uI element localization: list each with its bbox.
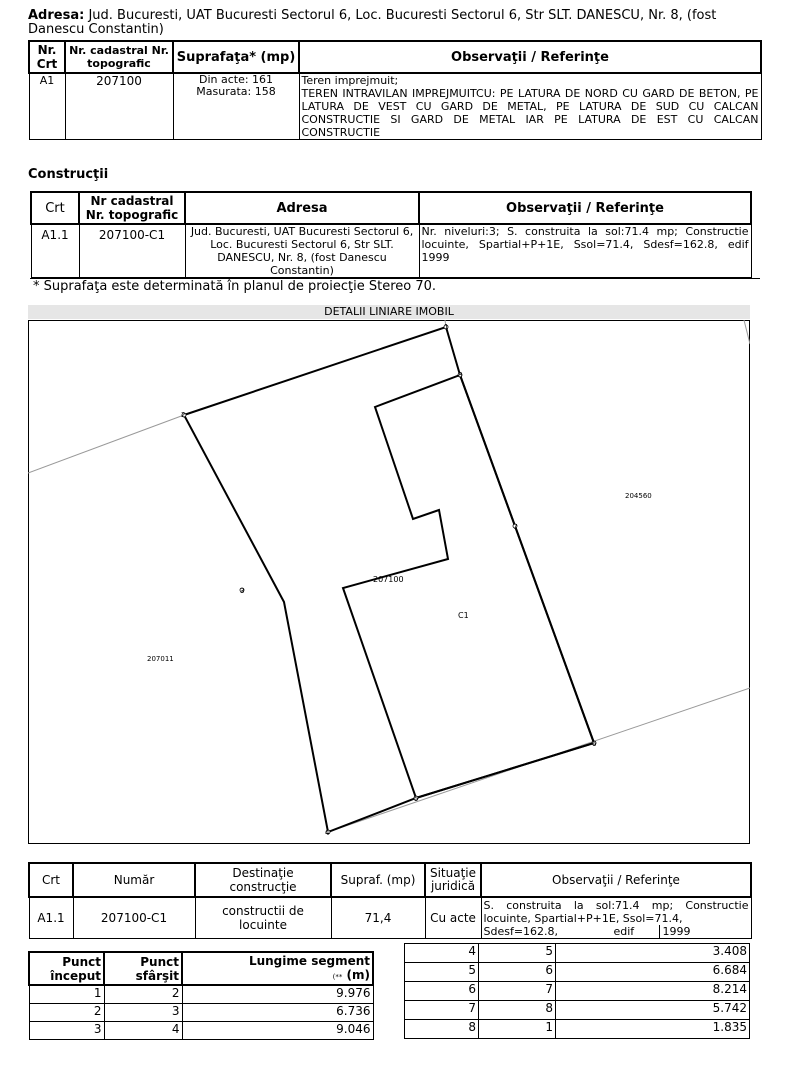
seg-right-4-end: 1 [479,1020,556,1039]
bld-header-situatie: Situaţie juridică [425,863,481,897]
seg-right-0-length: 3.408 [556,944,750,963]
seg-right-0-start: 4 [405,944,479,963]
table-row [29,985,373,1003]
bld-header-dest: Destinaţie construcţie [195,863,331,897]
plan-drawing [28,320,750,844]
bld-row-crt: A1.1 [29,897,73,939]
land-row-cadastral: 207100 [65,73,173,140]
seg-left-0-length: 9.976 [182,985,373,1003]
seg-right-1-end: 6 [479,963,556,982]
building-table [28,862,752,939]
seg-header-length-label: Lungime segment [248,953,370,968]
bld-obs-edif: edif [613,925,635,938]
bld-header-supraf: Supraf. (mp) [331,863,425,897]
constr-header-crt: Crt [31,192,79,224]
point-label-4: 4 [325,829,330,837]
table-row [29,1021,373,1039]
seg-left-0-end: 2 [104,985,182,1003]
table-row [405,1020,750,1039]
footnote: * Suprafaţa este determinată în planul de proiecţie Stereo 70. [33,279,437,294]
constr-row-obs: Nr. niveluri:3; S. construita la sol:71.4 mp; Constructie locuinte, Spartial+P+1E, Ssol=71.4, Sdesf=162.8, edif 1999 [419,224,751,278]
land-header-nr: Nr. Crt [29,41,65,73]
table-row [405,982,750,1001]
seg-right-3-start: 7 [405,1001,479,1020]
point-label-7: 7 [513,523,518,531]
land-row-nr: A1 [29,73,65,140]
constructions-table [30,191,752,278]
constr-row-address: Jud. Bucuresti, UAT Bucuresti Sectorul 6, Loc. Bucuresti Sectorul 6, Str SLT. DANESCU, Nr. 8, (fost Danescu Constantin) [185,224,419,278]
seg-left-1-end: 3 [104,1003,182,1021]
bld-header-crt: Crt [29,863,73,897]
seg-right-3-length: 5.742 [556,1001,750,1020]
address-line2: Danescu Constantin) [28,22,164,37]
bld-obs-year: 1999 [659,925,691,938]
footnote-rule [30,278,760,279]
table-row [405,963,750,982]
address-block [28,9,788,37]
bld-row-dest: constructii de locuinte [195,897,331,939]
seg-header-start: Punct început [29,952,104,985]
bld-obs-line2 [484,925,749,938]
neighbor-west-label: 207011 [147,655,174,663]
table-row [29,1003,373,1021]
address-label: Adresa: [28,8,85,23]
land-row-surface [173,73,299,140]
seg-left-1-start: 2 [29,1003,104,1021]
table-row [405,1001,750,1020]
point-label-5: 5 [414,795,419,803]
seg-left-2-end: 4 [104,1021,182,1039]
seg-right-0-end: 5 [479,944,556,963]
seg-left-0-start: 1 [29,985,104,1003]
seg-right-2-length: 8.214 [556,982,750,1001]
segments-table-left [28,951,374,1040]
constr-row-cadastral: 207100-C1 [79,224,185,278]
bld-row-supraf: 71,4 [331,897,425,939]
plan-title: DETALII LINIARE IMOBIL [28,305,750,319]
land-header-surface: Suprafaţa* (mp) [173,41,299,73]
building-c1-outline [343,375,594,798]
point-label-3: 3 [240,587,245,595]
seg-right-1-start: 5 [405,963,479,982]
constructions-title: Construcţii [28,167,109,182]
seg-left-2-length: 9.046 [182,1021,373,1039]
bld-row-numar: 207100-C1 [73,897,195,939]
bld-obs-line1: S. construita la sol:71.4 mp; Constructie locuinte, Spartial+P+1E, Ssol=71.4, [483,899,749,925]
land-obs-line1: Teren imprejmuit; [301,74,399,87]
land-table [28,40,762,140]
point-label-8: 8 [458,371,463,379]
point-label-6: 6 [592,740,597,748]
table-row [405,944,750,963]
address-line1: Jud. Bucuresti, UAT Bucuresti Sectorul 6, Loc. Bucuresti Sectorul 6, Str SLT. DANESCU, Nr. 8, (fost [88,8,717,23]
surface-masurata: Masurata: 158 [196,85,276,98]
seg-header-unit: (m) [346,967,370,982]
parcel-label: 207100 [373,575,404,584]
seg-right-2-start: 6 [405,982,479,1001]
land-obs-text: TEREN INTRAVILAN IMPREJMUITCU: PE LATURA DE NORD CU GARD DE BETON, PE LATURA DE VEST CU GARD DE METAL, PE LATURA DE SUD CU CALCAN CONSTRUCTIE SI GARD DE METAL IAR PE LATURA DE EST CU CALCAN CONSTRUCTIE [301,87,759,139]
seg-header-end: Punct sfârşit [104,952,182,985]
seg-left-1-length: 6.736 [182,1003,373,1021]
seg-left-2-start: 3 [29,1021,104,1039]
seg-right-1-length: 6.684 [556,963,750,982]
building-label: C1 [458,611,469,620]
constr-row-crt: A1.1 [31,224,79,278]
constr-header-address: Adresa [185,192,419,224]
seg-right-4-start: 8 [405,1020,479,1039]
seg-right-2-end: 7 [479,982,556,1001]
neighbor-east-label: 204560 [625,492,652,500]
neighbor-line-north [28,415,184,473]
constr-header-cadastral: Nr cadastral Nr. topografic [79,192,185,224]
bld-obs-sdesf: Sdesf=162.8, [483,925,559,938]
seg-right-4-length: 1.835 [556,1020,750,1039]
land-row-obs [299,73,761,140]
seg-header-length [182,952,373,985]
bld-row-situatie: Cu acte [425,897,481,939]
bld-header-obs: Observaţii / Referinţe [481,863,751,897]
constr-header-obs: Observaţii / Referinţe [419,192,751,224]
land-header-cadastral: Nr. cadastral Nr. topografic [65,41,173,73]
point-label-1: 1 [444,323,449,331]
point-label-2: 2 [181,411,186,419]
seg-header-unit-prefix: (** [332,972,343,981]
bld-row-obs [481,897,751,939]
land-header-obs: Observaţii / Referinţe [299,41,761,73]
surface-acte: Din acte: 161 [198,73,274,86]
seg-right-3-end: 8 [479,1001,556,1020]
segments-table-right [404,943,750,1039]
bld-header-numar: Număr [73,863,195,897]
